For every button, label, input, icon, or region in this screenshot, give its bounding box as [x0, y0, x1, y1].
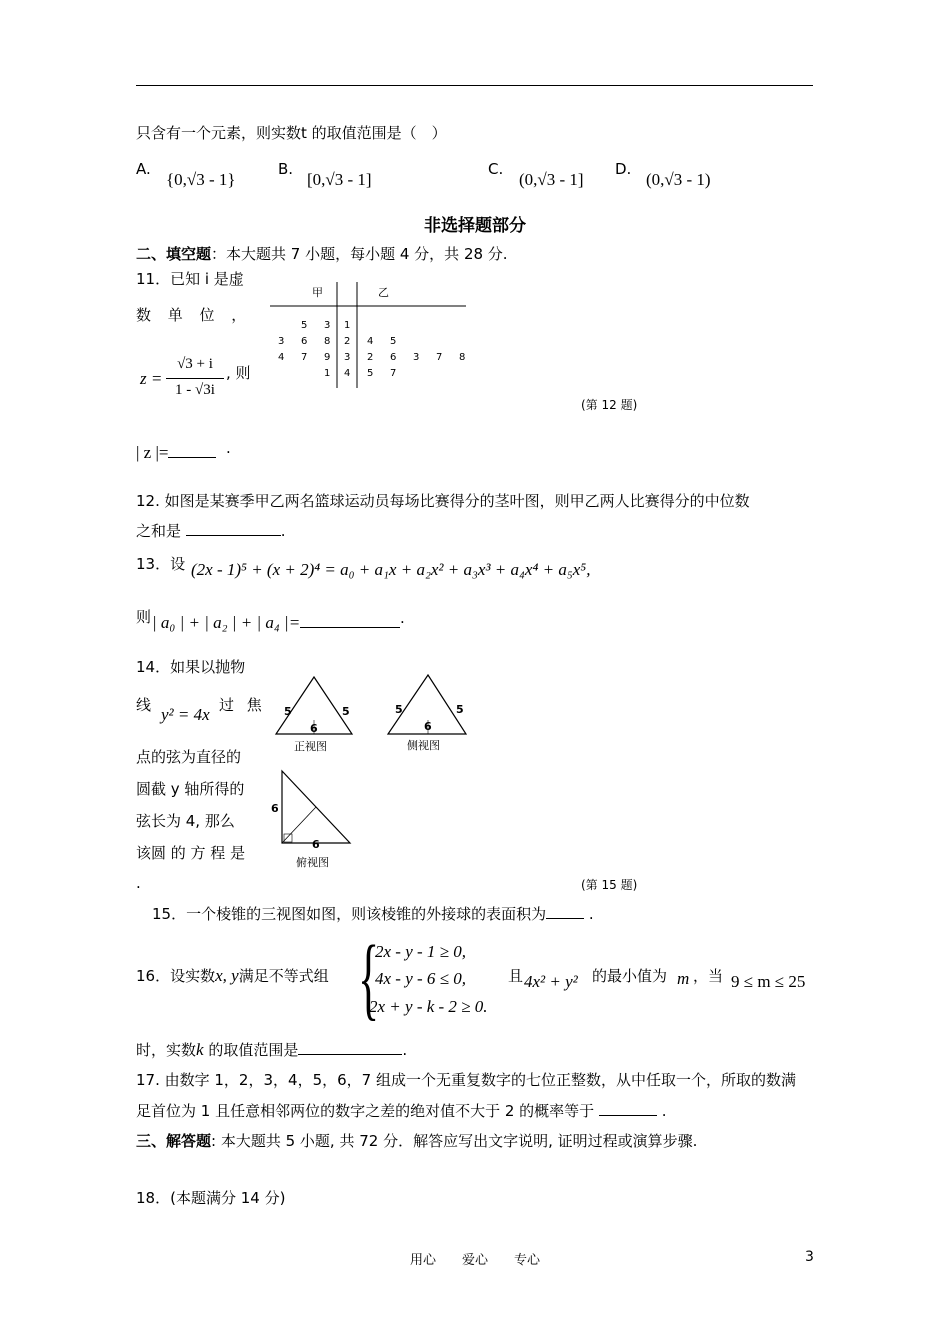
q11-line1: 11．已知 i 是虚 [136, 270, 244, 288]
q11-abs: | z |= [136, 443, 169, 462]
top-view-caption: 俯视图 [296, 856, 329, 869]
stem-leaf-left-leaf: 3 [278, 336, 285, 347]
stem-leaf-right-leaf: 5 [390, 336, 397, 347]
stem-leaf-right-leaf: 4 [367, 336, 374, 347]
q12-answer-blank [186, 535, 281, 536]
stem-leaf-right-leaf: 6 [390, 352, 397, 363]
q16-mid: 满足不等式组 [238, 967, 329, 985]
q13-abs-sum: | a₀ | + | a₂ | + | a₄ |= [152, 613, 301, 632]
q15-answer-blank [546, 918, 584, 919]
q14-line2a: 线 [136, 696, 152, 714]
stem-leaf-right-leaf: 7 [390, 368, 397, 379]
q16-answer-blank [298, 1054, 402, 1055]
q16-and: 且 [508, 967, 524, 985]
q16-line1 [136, 965, 329, 986]
side-view-caption: 侧视图 [407, 739, 440, 752]
front-view-base-label: 6 [310, 722, 318, 735]
option-b: [0,√3 - 1] [307, 170, 372, 189]
stem-leaf-right-leaf: 2 [367, 352, 374, 363]
stem-leaf-head-left: 甲 [312, 286, 323, 299]
q16-system-line3: 2x + y - k - 2 ≥ 0. [369, 997, 488, 1016]
q11-fraction-bar [166, 378, 224, 379]
option-a: {0,√3 - 1} [166, 170, 236, 189]
section-title: 非选择题部分 [424, 216, 526, 236]
front-view-caption: 正视图 [294, 740, 327, 753]
stem-leaf-rows [278, 320, 465, 379]
q13-label: 13．设 [136, 555, 186, 573]
part3-head: 三、解答题 [136, 1132, 212, 1150]
q14-line5: 弦长为 4, 那么 [136, 812, 235, 830]
stem-leaf-stem: 1 [344, 320, 351, 331]
q14-parabola: y² = 4x [161, 705, 210, 724]
q15-figure-caption: (第 15 题) [581, 878, 638, 892]
q16-system-line1: 2x - y - 1 ≥ 0, [375, 942, 466, 961]
front-view-left-label: 5 [284, 705, 292, 718]
q14-line6: 该圆 的 方 程 是 [136, 844, 246, 862]
q13-answer-blank [300, 627, 400, 628]
part3-heading [136, 1130, 697, 1151]
q11-numerator: √3 + i [177, 356, 213, 372]
q16-vars: x, y [215, 966, 239, 985]
q14-line2b: 过 焦 [219, 696, 266, 714]
part3-desc: : 本大题共 5 小题, 共 72 分．解答应写出文字说明, 证明过程或演算步骤. [211, 1132, 698, 1150]
stem-leaf-stem: 4 [344, 368, 351, 379]
q14-end: . [136, 874, 141, 892]
top-view-inner-line [282, 807, 316, 843]
top-view-left-label: 6 [271, 802, 279, 815]
stem-leaf-right-leaf: 7 [436, 352, 443, 363]
top-view-right-angle [284, 834, 292, 842]
stem-leaf-left-leaf: 4 [278, 352, 285, 363]
q14-line4: 圆截 y 轴所得的 [136, 780, 245, 798]
stem-leaf-right-leaf: 8 [459, 352, 466, 363]
option-c: (0,√3 - 1] [519, 170, 584, 189]
q10-tail: 只含有一个元素，则实数t 的取值范围是（ ） [136, 124, 447, 142]
side-view-base-label: 6 [424, 720, 432, 733]
q11-period: . [226, 439, 231, 457]
q16-m: m [677, 969, 690, 988]
q15-end: . [588, 905, 594, 923]
three-views-figure [268, 670, 478, 870]
q11-after: , 则 [226, 364, 251, 382]
q12-end: . [280, 522, 286, 540]
q17-answer-blank [599, 1115, 657, 1116]
q12-line2 [136, 520, 286, 541]
stem-leaf-right-leaf: 3 [413, 352, 420, 363]
option-d: (0,√3 - 1) [646, 170, 711, 189]
stem-leaf-left-leaf: 7 [301, 352, 308, 363]
q16-label: 16．设实数 [136, 967, 216, 985]
footer-center: 用心 爱心 专心 [409, 1253, 540, 1268]
stem-leaf-head-right: 乙 [378, 286, 389, 299]
q11-answer-blank [168, 457, 216, 458]
q17-line2 [136, 1100, 667, 1121]
part2-heading [136, 243, 508, 264]
q15-line [152, 903, 594, 924]
q17-line1: 17. 由数字 1，2，3，4，5，6，7 组成一个无重复数字的七位正整数，从中任取一个，所取的数满 [136, 1071, 796, 1089]
q17-end: . [661, 1102, 667, 1120]
q13-end: . [400, 609, 405, 627]
q13-expression [152, 613, 400, 633]
q15-text: 15．一个棱锥的三视图如图，则该棱锥的外接球的表面积为 [152, 905, 547, 923]
stem-leaf-left-leaf: 3 [324, 320, 331, 331]
q16-when: ，当 [693, 967, 724, 985]
q13-then: 则 [136, 608, 152, 626]
q16-range: 9 ≤ m ≤ 25 [731, 972, 806, 991]
front-view-right-label: 5 [342, 705, 350, 718]
q12-line1: 12. 如图是某赛季甲乙两名篮球运动员每场比赛得分的茎叶图，则甲乙两人比赛得分的中位数 [136, 492, 750, 510]
q11-z-lhs: z = [140, 369, 163, 388]
q18-heading: 18．(本题满分 14 分) [136, 1189, 286, 1207]
stem-leaf-left-leaf: 8 [324, 336, 331, 347]
stem-leaf-right-leaf: 5 [367, 368, 374, 379]
q13-equation: (2x - 1)⁵ + (x + 2)⁴ = a₀ + a₁x + a₂x² + a₃x³ + a₄x⁴ + a₅x⁵, [191, 560, 591, 579]
q16-line2 [136, 1039, 407, 1060]
stem-leaf-stem: 2 [344, 336, 351, 347]
q11-line2: 数 单 位 ， [136, 306, 253, 324]
side-view-left-label: 5 [395, 703, 403, 716]
page-number: 3 [805, 1249, 814, 1265]
stem-leaf-left-leaf: 1 [324, 368, 331, 379]
option-d-label: D. [615, 160, 632, 178]
stem-leaf-left-leaf: 9 [324, 352, 331, 363]
q11-abs-z [136, 443, 216, 463]
q14-line3: 点的弦为直径的 [136, 748, 242, 766]
option-b-label: B. [278, 160, 294, 178]
header-rule [136, 85, 813, 86]
q17-l2: 足首位为 1 且任意相邻两位的数字之差的绝对值不大于 2 的概率等于 [136, 1102, 595, 1120]
part2-head: 二、填空题 [136, 245, 212, 263]
q16-k: k [196, 1040, 204, 1059]
stem-leaf-plot [270, 278, 650, 413]
q16-end: . [402, 1041, 408, 1059]
top-view-base-label: 6 [312, 838, 320, 851]
option-c-label: C. [488, 160, 504, 178]
q12-figure-caption: (第 12 题) [581, 398, 638, 412]
q16-l2b: 的取值范围是 [208, 1041, 299, 1059]
q16-expression: 4x² + y² [524, 972, 578, 991]
stem-leaf-left-leaf: 5 [301, 320, 308, 331]
part2-desc: ：本大题共 7 小题，每小题 4 分，共 28 分. [211, 245, 508, 263]
q12-l2: 之和是 [136, 522, 182, 540]
q16-brace: { [358, 926, 380, 1030]
stem-leaf-stem: 3 [344, 352, 351, 363]
q14-line1: 14．如果以抛物 [136, 658, 246, 676]
q11-denominator: 1 - √3i [175, 382, 215, 398]
option-a-label: A. [136, 160, 151, 178]
q16-min-is: 的最小值为 [592, 967, 668, 985]
side-view-right-label: 5 [456, 703, 464, 716]
stem-leaf-left-leaf: 6 [301, 336, 308, 347]
q16-system-line2: 4x - y - 6 ≤ 0, [375, 969, 466, 988]
q16-l2a: 时，实数 [136, 1041, 197, 1059]
